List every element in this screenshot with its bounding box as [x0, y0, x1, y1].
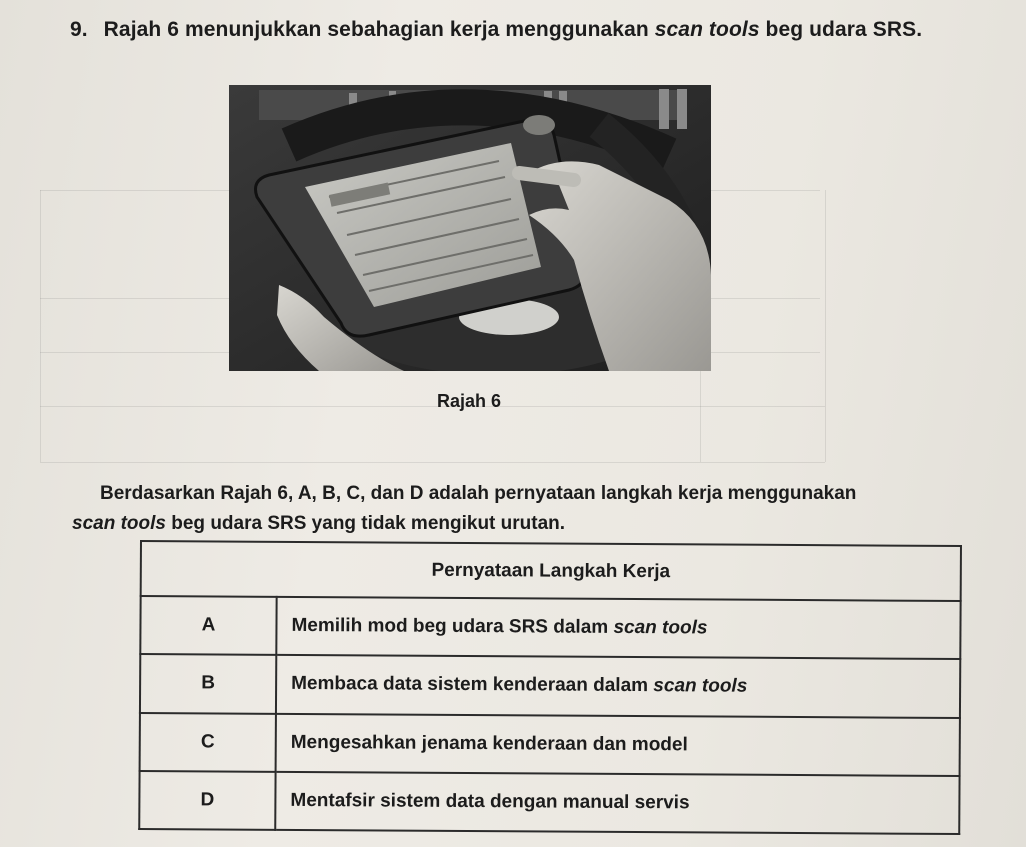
- bleed-through-line: [40, 406, 825, 407]
- question-number: 9.: [70, 18, 88, 41]
- row-text: [276, 597, 960, 659]
- row-label: D: [139, 771, 275, 830]
- photo-illustration: [229, 85, 711, 371]
- row-text-main: Memilih mod beg udara SRS dalam: [291, 615, 614, 639]
- instruction-line-2-rest: beg udara SRS yang tidak mengikut urutan.: [165, 513, 566, 534]
- table-header: Pernyataan Langkah Kerja: [141, 541, 961, 601]
- row-label: B: [140, 654, 276, 713]
- instruction-italic-term: scan tools: [72, 513, 166, 534]
- row-text-italic: scan tools: [613, 617, 708, 639]
- row-label: A: [140, 596, 276, 655]
- instruction-line-1: Berdasarkan Rajah 6, A, B, C, dan D adalah pernyataan langkah kerja menggunakan: [100, 483, 857, 504]
- scan-tool-photo: [229, 85, 711, 371]
- figure-caption: Rajah 6: [437, 391, 502, 411]
- work-steps-table: [138, 540, 962, 835]
- table-row: [140, 654, 960, 717]
- bleed-through-line: [825, 190, 826, 462]
- row-text-italic: scan tools: [653, 675, 748, 698]
- row-text-main: Membaca data sistem kenderaan dalam: [291, 673, 654, 697]
- row-text-main: Mengesahkan jenama kenderaan dan model: [290, 731, 688, 755]
- question-body: Rajah 6 menunjukkan sebahagian kerja menggunakan scan tools beg udara SRS.: [103, 18, 923, 41]
- row-text: [276, 655, 960, 717]
- row-text-main: Mentafsir sistem data dengan manual servis: [290, 789, 690, 814]
- bleed-through-line: [40, 462, 825, 463]
- instruction-line-2: [72, 513, 565, 535]
- question-text: [70, 18, 922, 42]
- table-row: [139, 771, 959, 834]
- bleed-through-line: [40, 190, 41, 462]
- row-text: [276, 713, 960, 775]
- row-text: [275, 772, 959, 834]
- table-header-row: [141, 541, 961, 601]
- table-row: [140, 596, 960, 659]
- table-row: [140, 713, 960, 776]
- row-label: C: [140, 713, 276, 772]
